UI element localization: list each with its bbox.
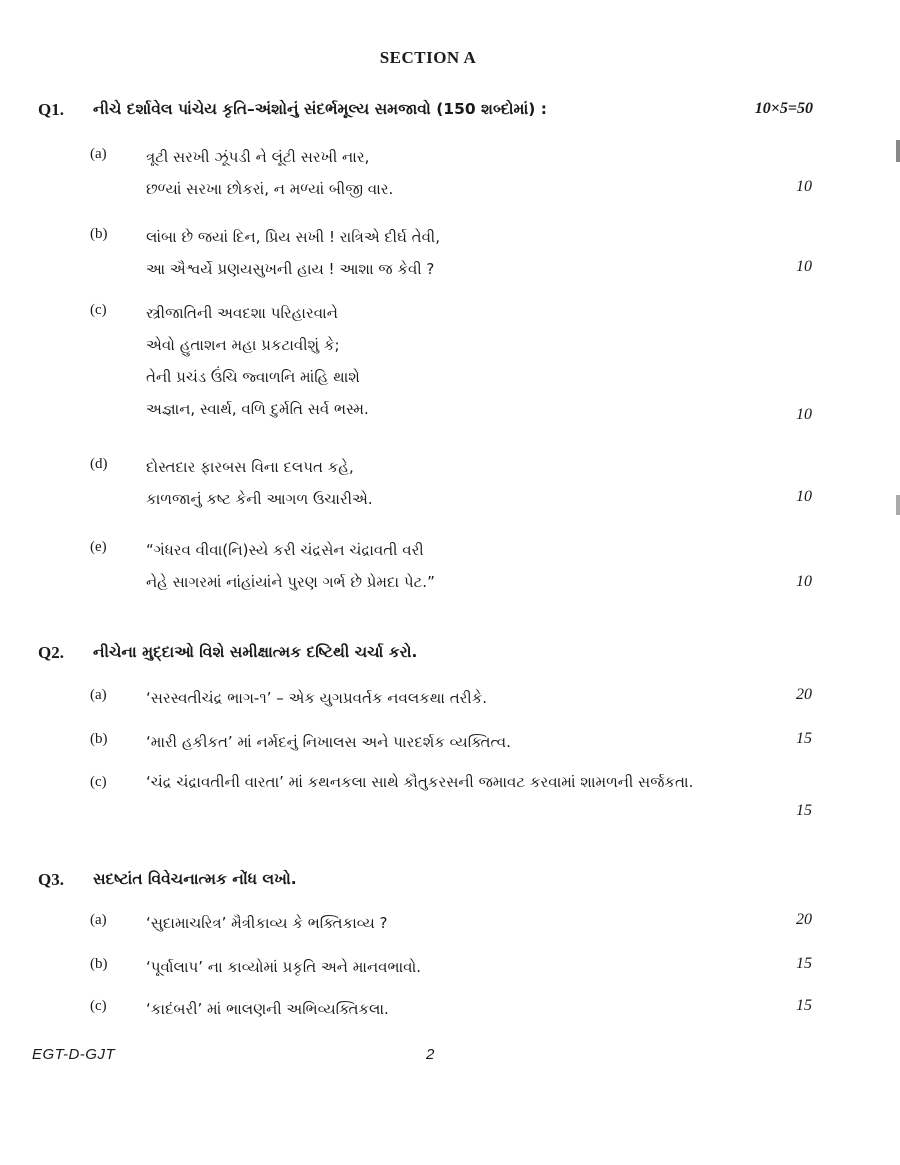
- scan-edge-mark: [896, 495, 900, 515]
- item-text: ‘ચંદ્ર ચંદ્રાવતીની વારતા’ માં કથનકલા સાથે કૌતુકરસની જમાવટ કરવામાં શામળની સર્જકતા.: [146, 773, 694, 791]
- question-number: Q2.: [38, 643, 64, 662]
- item-lines: [146, 993, 786, 1025]
- item-marks: 10: [796, 258, 812, 275]
- item-label: (b): [90, 731, 108, 747]
- item-text: ‘સરસ્વતીચંદ્ર ભાગ-૧’ – એક યુગપ્રવર્તક નવલકથા તરીકે.: [146, 689, 488, 707]
- item-line: લાંબા છે જયાં દિન, પ્રિય સખી ! રાત્રિએ દીર્ઘ તેવી,: [146, 228, 440, 246]
- item-line: છળ્યાં સરખા છોકરાં, ન મળ્યાં બીજી વાર.: [146, 180, 394, 198]
- item-label: (c): [90, 774, 107, 790]
- item-line: અજ્ઞાન, સ્વાર્થ, વળિ દુર્મતિ સર્વ ભસ્મ.: [146, 400, 369, 418]
- item-lines: [146, 682, 786, 714]
- item-label: (b): [90, 226, 108, 242]
- item-label: (a): [90, 912, 107, 928]
- item-line: નેહે સાગરમાં નાંહાંયાંને પુરણ ગર્ભ છે પ્રેમદા પેટ.”: [146, 573, 435, 591]
- item-line: દોસ્તદાર ફારબસ વિના દલપત કહે,: [146, 458, 354, 476]
- question-text: નીચેના મુદ્દાઓ વિશે સમીક્ષાત્મક દષ્ટિથી ચર્ચા કરો.: [93, 643, 418, 661]
- item-line: “ગંધરવ વીવા(નિ)સ્યે કરી ચંદ્રસેન ચંદ્રાવતી વરી: [146, 541, 424, 559]
- item-lines: [146, 726, 786, 758]
- item-label: (e): [90, 539, 107, 555]
- scan-edge-mark: [896, 140, 900, 162]
- item-text: ‘પૂર્વાલાપ’ ના કાવ્યોમાં પ્રકૃતિ અને માનવભાવો.: [146, 958, 422, 976]
- item-lines: [146, 141, 786, 205]
- item-marks: 15: [796, 955, 812, 972]
- item-line: સ્ત્રીજાતિની અવદશા પરિહારવાને: [146, 304, 338, 322]
- page-number: 2: [426, 1046, 435, 1063]
- item-marks: 10: [796, 488, 812, 505]
- item-marks: 10: [796, 573, 812, 590]
- item-text: ‘મારી હકીકત’ માં નર્મદનું નિખાલસ અને પારદર્શક વ્યક્તિત્વ.: [146, 733, 511, 751]
- question-text: નીચે દર્શાવેલ પાંચેય કૃતિ–અંશોનું સંદર્ભમૂલ્ય સમજાવો (150 શબ્દોમાં) :: [93, 100, 547, 118]
- paper-code: EGT-D-GJT: [32, 1046, 116, 1063]
- item-label: (c): [90, 998, 107, 1014]
- item-label: (d): [90, 456, 108, 472]
- question-number: Q3.: [38, 870, 64, 889]
- item-text: ‘કાદંબરી’ માં ભાલણની અભિવ્યક્તિકલા.: [146, 1000, 389, 1018]
- item-lines: [146, 534, 786, 598]
- item-line: આ ઐશ્વર્યે પ્રણયસુખની હાય ! આશા જ કેવી ?: [146, 260, 435, 278]
- item-lines: [146, 907, 786, 939]
- question-text: સદષ્ટાંત વિવેચનાત્મક નોંધ લખો.: [93, 870, 297, 888]
- item-marks: 10: [796, 406, 812, 423]
- item-marks: 15: [796, 802, 812, 819]
- item-lines: [146, 951, 786, 983]
- item-label: (a): [90, 687, 107, 703]
- item-label: (c): [90, 302, 107, 318]
- item-label: (b): [90, 956, 108, 972]
- item-marks: 10: [796, 178, 812, 195]
- item-text: ‘સુદામાચરિત્ર’ મૈત્રીકાવ્ય કે ભક્તિકાવ્ય ?: [146, 914, 388, 932]
- item-lines: [146, 768, 786, 797]
- item-lines: [146, 297, 786, 425]
- item-marks: 15: [796, 997, 812, 1014]
- item-lines: [146, 451, 786, 515]
- item-label: (a): [90, 146, 107, 162]
- question-number: Q1.: [38, 100, 64, 119]
- item-line: એવો હુતાશન મહા પ્રકટાવીશું કે;: [146, 336, 340, 354]
- item-lines: [146, 221, 786, 285]
- item-marks: 20: [796, 686, 812, 703]
- item-line: તેની પ્રચંડ ઉંચિ જ્વાળનિ માંહિ થાશે: [146, 368, 360, 386]
- question-marks: 10×5=50: [754, 100, 813, 117]
- item-marks: 20: [796, 911, 812, 928]
- item-line: ત્રૂટી સરખી ઝૂંપડી ને લૂંટી સરખી નાર,: [146, 148, 370, 166]
- item-line: કાળજાનું કષ્ટ કેની આગળ ઉચારીએ.: [146, 490, 373, 508]
- section-title: SECTION A: [379, 48, 477, 67]
- item-marks: 15: [796, 730, 812, 747]
